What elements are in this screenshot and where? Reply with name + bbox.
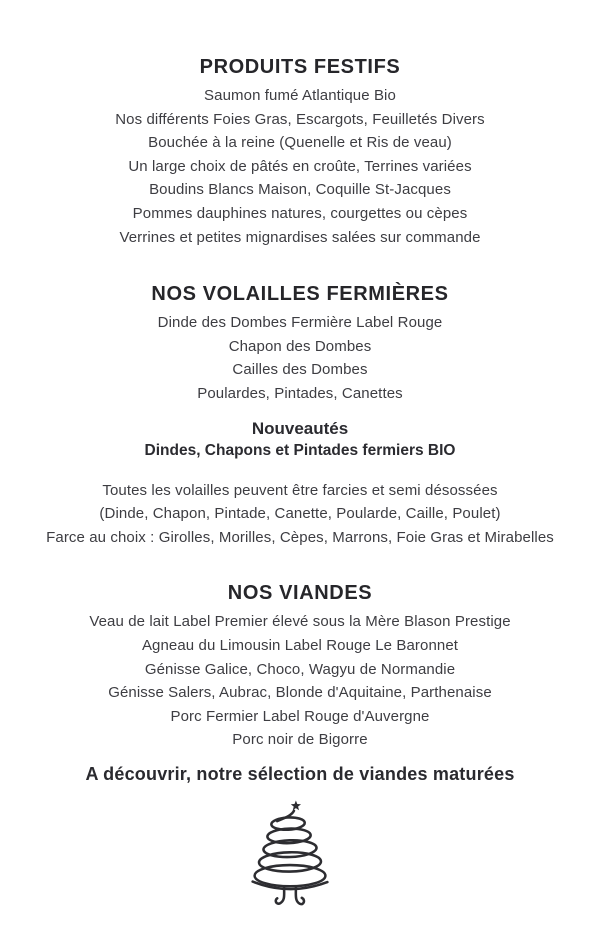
nouveautes-title: Nouveautés: [251, 418, 349, 438]
menu-line: Pommes dauphines natures, courgettes ou cèpes: [132, 204, 468, 222]
menu-line: Boudins Blancs Maison, Coquille St-Jacques: [149, 181, 451, 199]
highlight-viandes-maturees: A découvrir, notre sélection de viandes maturées: [85, 763, 515, 784]
tree-trunk-left-foot: [276, 888, 284, 904]
note-line: Farce au choix : Girolles, Morilles, Cèpes, Marrons, Foie Gras et Mirabelles: [46, 528, 554, 546]
menu-line: Veau de lait Label Premier élevé sous la Mère Blason Prestige: [89, 613, 511, 631]
menu-line: Dinde des Dombes Fermière Label Rouge: [157, 314, 443, 332]
tree-trunk-right-foot: [296, 888, 304, 904]
tree-coil-loop: [259, 852, 321, 872]
menu-line: Nos différents Foies Gras, Escargots, Feuilletés Divers: [115, 110, 485, 128]
menu-line: Génisse Galice, Choco, Wagyu de Normandie: [144, 660, 456, 678]
menu-line: Porc Fermier Label Rouge d'Auvergne: [170, 707, 430, 725]
menu-line: Poulardes, Pintades, Canettes: [197, 384, 403, 402]
note-line: Toutes les volailles peuvent être farcies et semi désossées: [102, 481, 498, 499]
menu-line: Verrines et petites mignardises salées sur commande: [119, 228, 481, 246]
section-title-viandes: NOS VIANDES: [227, 582, 373, 605]
christmas-tree-illustration: [0, 798, 600, 923]
nouveautes-block: [0, 418, 600, 462]
menu-line: Saumon fumé Atlantique Bio: [204, 87, 396, 104]
nouveautes-line: Dindes, Chapons et Pintades fermiers BIO: [144, 441, 456, 459]
menu-line: Bouchée à la reine (Quenelle et Ris de veau): [148, 134, 452, 152]
note-line: (Dinde, Chapon, Pintade, Canette, Poularde, Caille, Poulet): [99, 505, 501, 523]
section-title-produits-festifs: PRODUITS FESTIFS: [199, 56, 401, 78]
menu-line: Agneau du Limousin Label Rouge Le Baronnet: [141, 636, 459, 654]
menu-line: Un large choix de pâtés en croûte, Terrines variées: [128, 157, 472, 175]
section-title-volailles: NOS VOLAILLES FERMIÈRES: [151, 283, 449, 306]
section-viandes: [0, 581, 600, 752]
menu-line: Génisse Salers, Aubrac, Blonde d'Aquitaine, Parthenaise: [108, 684, 492, 702]
tree-coil-loop: [255, 865, 326, 886]
volailles-notes: [0, 479, 600, 550]
menu-line: Porc noir de Bigorre: [232, 731, 368, 749]
christmas-tree-icon: [231, 798, 349, 918]
menu-line: Chapon des Dombes: [228, 337, 372, 355]
star-icon: [291, 800, 301, 810]
section-volailles-fermieres: [0, 282, 600, 549]
menu-line: Cailles des Dombes: [232, 361, 368, 379]
section-produits-festifs: [0, 55, 600, 249]
